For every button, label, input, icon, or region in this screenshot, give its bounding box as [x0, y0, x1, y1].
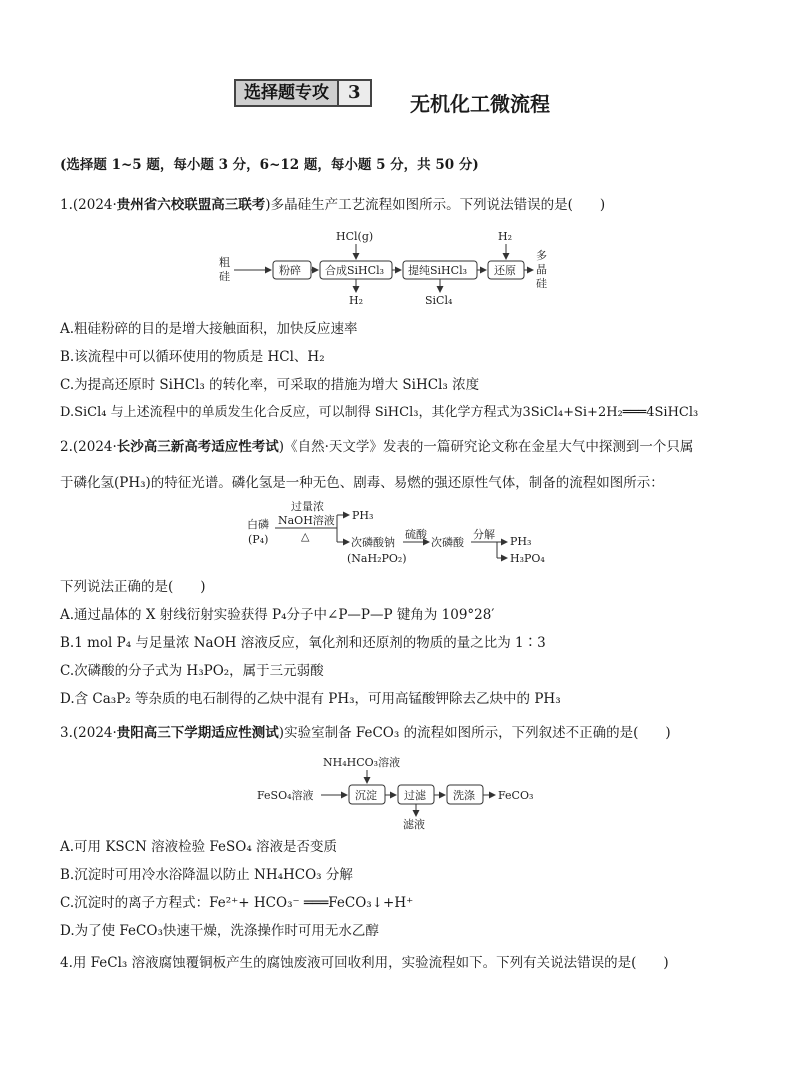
q2-option-d: D.含 Ca₃P₂ 等杂质的电石制得的乙炔中混有 PH₃，可用高锰酸钾除去乙炔中的 PH₃ — [60, 691, 561, 707]
q1-start-bottom: 硅 — [219, 270, 230, 283]
q2-ph3-product: PH₃ — [352, 509, 374, 522]
q3-number: 3.(2024· — [60, 725, 117, 741]
q2-ph3-product-b: PH₃ — [510, 535, 532, 548]
q1-hcl-label: HCl(g) — [336, 230, 374, 243]
q2-salt-label: 次磷酸钠 — [351, 536, 395, 549]
q3-box1-label: 沉淀 — [355, 789, 377, 802]
q2-salt-formula: (NaH₂PO₂) — [347, 552, 407, 565]
q2-cond-1: 过量浓 — [291, 500, 324, 513]
q3-stem-text: )实验室制备 FeCO₃ 的流程如图所示，下列叙述不正确的是( ) — [278, 725, 671, 741]
q3-box2-label: 过滤 — [404, 789, 426, 802]
q3-reagent-label: NH₄HCO₃溶液 — [323, 756, 401, 769]
q2-start-bottom: (P₄) — [248, 533, 269, 546]
q1-option-c: C.为提高还原时 SiHCl₃ 的转化率，可采取的措施为增大 SiHCl₃ 浓度 — [60, 377, 480, 393]
q2-number: 2.(2024· — [60, 439, 117, 455]
q1-option-d-equation: 3SiCl₄+Si+2H₂═══4SiHCl₃ — [522, 405, 699, 420]
instructions: (选择题 1~5 题，每小题 3 分，6~12 题，每小题 5 分，共 50 分) — [60, 157, 479, 173]
q3-box3-label: 洗涤 — [453, 789, 475, 802]
q2-acid-reagent: 硫酸 — [405, 528, 427, 541]
q1-box4-label: 还原 — [494, 264, 516, 277]
q2-stem-line1 — [60, 438, 693, 456]
q3-option-a: A.可用 KSCN 溶液检验 FeSO₄ 溶液是否变质 — [60, 839, 338, 855]
q3-option-c: C.沉淀时的离子方程式：Fe²⁺+ HCO₃⁻ ═══FeCO₃↓+H⁺ — [60, 895, 414, 911]
q1-stem-text: )多晶硅生产工艺流程如图所示。下列说法错误的是( ) — [265, 197, 606, 213]
q2-flow-diagram — [245, 500, 555, 574]
q1-option-b: B.该流程中可以循环使用的物质是 HCl、H₂ — [60, 349, 325, 365]
section-badge — [234, 79, 372, 107]
q1-end-3: 硅 — [536, 277, 547, 290]
q2-stem-line2: 于磷化氢(PH₃)的特征光谱。磷化氢是一种无色、剧毒、易燃的强还原性气体，制备的流程如图所示： — [60, 475, 664, 491]
q3-filtrate-label: 滤液 — [403, 818, 425, 831]
q1-start-top: 粗 — [219, 256, 230, 269]
q1-source: 贵州省六校联盟高三联考 — [116, 197, 266, 213]
q3-source: 贵阳高三下学期适应性测试 — [116, 725, 279, 741]
q1-option-d-text: D.SiCl₄ 与上述流程中的单质发生化合反应，可以制得 SiHCl₃，其化学方程式为 — [60, 405, 523, 420]
q3-stem — [60, 724, 671, 742]
q2-decompose-label: 分解 — [473, 528, 495, 541]
q1-h2-out-label: H₂ — [349, 294, 364, 307]
q2-start-top: 白磷 — [247, 518, 269, 531]
section-badge-number: 3 — [339, 81, 370, 105]
q3-start-label: FeSO₄溶液 — [257, 789, 314, 802]
q1-option-a: A.粗硅粉碎的目的是增大接触面积，加快反应速率 — [60, 321, 358, 337]
q2-option-c: C.次磷酸的分子式为 H₃PO₂，属于三元弱酸 — [60, 663, 324, 679]
q1-box1-label: 粉碎 — [279, 264, 301, 277]
q2-stem-text: )《自然·天文学》发表的一篇研究论文称在金星大气中探测到一个只属 — [278, 439, 694, 455]
q4-stem: 4.用 FeCl₃ 溶液腐蚀覆铜板产生的腐蚀废液可回收利用，实验流程如下。下列有关说法错误的是( ) — [60, 955, 669, 971]
q2-prompt: 下列说法正确的是( ) — [60, 579, 206, 595]
q2-acid-label: 次磷酸 — [431, 536, 464, 549]
q2-option-a: A.通过晶体的 X 射线衍射实验获得 P₄分子中∠P—P—P 键角为 109°28′ — [60, 607, 495, 623]
q1-h2-in-label: H₂ — [498, 230, 513, 243]
q3-flow-diagram — [255, 754, 555, 832]
q1-sicl4-label: SiCl₄ — [425, 294, 453, 307]
q3-option-b: B.沉淀时可用冷水浴降温以防止 NH₄HCO₃ 分解 — [60, 867, 353, 883]
section-badge-label: 选择题专攻 — [236, 81, 339, 105]
q1-box2-label: 合成SiHCl₃ — [325, 264, 384, 277]
q2-h3po4-product: H₃PO₄ — [510, 552, 545, 565]
q1-stem — [60, 196, 605, 214]
q1-end-1: 多 — [536, 249, 547, 262]
q1-box3-label: 提纯SiHCl₃ — [408, 264, 467, 277]
q2-cond-3: △ — [301, 530, 310, 543]
q1-number: 1.(2024· — [60, 197, 117, 213]
q1-option-d — [60, 404, 698, 422]
q3-product-label: FeCO₃ — [498, 789, 534, 802]
q3-option-d: D.为了使 FeCO₃快速干燥，洗涤操作时可用无水乙醇 — [60, 923, 379, 939]
q1-flow-diagram — [215, 226, 555, 308]
q2-source: 长沙高三新高考适应性考试 — [116, 439, 279, 455]
q2-cond-2: NaOH溶液 — [278, 514, 335, 527]
q1-end-2: 晶 — [536, 263, 547, 276]
q2-option-b: B.1 mol P₄ 与足量浓 NaOH 溶液反应，氧化剂和还原剂的物质的量之比为 1∶3 — [60, 635, 546, 651]
page-title: 无机化工微流程 — [410, 92, 550, 116]
